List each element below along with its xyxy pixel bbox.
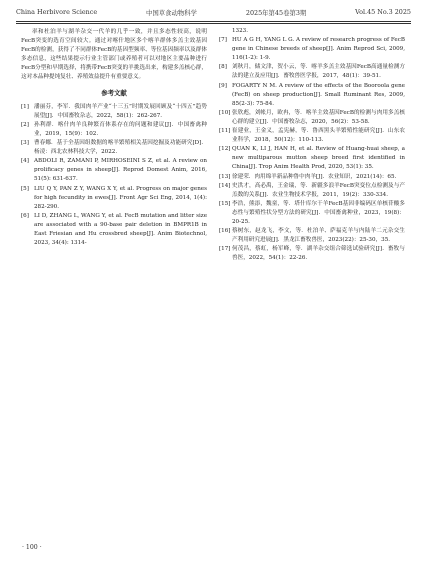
body-paragraph: 率和杜泊羊与湖羊杂交一代羊的几乎一致，并且多态性较高，说明FecB突变的选育空间较大。通过对喀什地区多个喀羊群体多羔主效基因FecB的检测，获得了不同群体FecB的基因型频率、等位基因频率以及群体多态信息，这些结果提示行业主管部门或养殖者可以对地区主要品种进行FecB分型和早期选择，将携带FecB突变的羊挑选出来，构建多羔核心群，这对本品种提纯复壮、养殖效益提升有重要意义。 bbox=[21, 29, 207, 81]
reference-number: [7] bbox=[219, 37, 227, 44]
reference-number: [13] bbox=[219, 173, 231, 180]
reference-text: ABDOLI R, ZAMANI P, MIRHOSEINI S Z, et al. A review on prolificacy genes in sheep[J]. Reprod Domest Anim, 2016, 51(5): 631-637. bbox=[34, 158, 207, 183]
page-number: · 100 · bbox=[22, 544, 42, 551]
reference-number: [3] bbox=[21, 140, 29, 147]
issue-cn: 2025年第45卷第3期 bbox=[245, 8, 307, 17]
reference-number: [6] bbox=[21, 212, 29, 219]
reference-number: [8] bbox=[219, 64, 227, 71]
reference-item bbox=[21, 157, 207, 184]
reference-number: [16] bbox=[219, 228, 231, 235]
reference-item bbox=[21, 139, 207, 157]
reference-number: [9] bbox=[219, 82, 227, 89]
reference-number: [1] bbox=[21, 103, 29, 110]
reference-item bbox=[219, 145, 405, 172]
reference-text: 蔡树东，赵龙飞，李文，等．杜泊羊、萨福克羊与内陆羊二元杂交生产利用研究进展[J]．黑龙江畜牧兽医，2023(22)：25-30，35. bbox=[232, 228, 405, 244]
left-column bbox=[21, 28, 207, 248]
reference-text: 张欣彪，刘帐月，欧冉，等．喀羊主效基因FecB的检测与肉用多羔核心群的建立[J]．中国畜牧杂志，2020，56(2)：53-58. bbox=[232, 109, 405, 125]
reference-continuation: 1323. bbox=[232, 28, 249, 34]
reference-item bbox=[21, 185, 207, 212]
reference-text: 崔建业，王金义，孟宪赫，等．鲁西黑头羊繁殖性能研究[J]．山东农业科学，2018，50(12)：110-113. bbox=[232, 128, 405, 144]
reference-text: 李浩，熊添，魏童，等．塔什库尔干羊FecB基因非编码区单核苷酸多态性与繁殖性状分型方法的研究[J]．中国畜禽种业，2023，19(8)：20-25. bbox=[232, 200, 405, 225]
reference-item bbox=[219, 200, 405, 227]
reference-text: LIU Q Y, PAN Z Y, WANG X Y, et al. Progress on major genes for high fecundity in ewes[J]. Front Agr Sci Eng, 2014, 1(4): 282-290. bbox=[34, 185, 207, 210]
reference-item bbox=[219, 173, 405, 182]
reference-item bbox=[219, 36, 405, 63]
reference-number: [5] bbox=[21, 185, 29, 192]
reference-text: QUAN K, LI J, HAN H, et al. Review of Huang-huai sheep, a new multiparous mutton sheep breed first identified in China[J]. Trop Anim Health Prod, 2020, 53(1): 35. bbox=[232, 146, 405, 171]
reference-list-right bbox=[219, 36, 405, 263]
reference-number: [10] bbox=[219, 109, 231, 116]
reference-item bbox=[219, 127, 405, 145]
reference-text: HU A G H, YANG L G. A review of research progress of FecB gene in Chinese breeds of sheep[J]. Anim Reprod Sci, 2009, 116(1-2): 1-9. bbox=[232, 37, 405, 62]
reference-number: [2] bbox=[21, 121, 29, 128]
reference-list-left bbox=[21, 103, 207, 249]
reference-number: [15] bbox=[219, 200, 231, 207]
reference-item bbox=[219, 109, 405, 127]
volume-en: Vol.45 No.3 2025 bbox=[355, 8, 411, 16]
reference-text: 刘秋月，储文津，贺小云，等．喀羊多羔主效基因FecB高通量检测方法的建立及应用[J]．畜牧兽医学报，2017，48(1)：39-51. bbox=[232, 64, 405, 80]
reference-text: 曹春娜．基于全基因组数据的喀羊繁殖相关基因挖掘及功能研究[D]．杨凌：西北农林科技大学，2022. bbox=[34, 140, 207, 156]
header-rule-secondary bbox=[16, 23, 411, 24]
reference-number: [17] bbox=[219, 246, 231, 253]
right-column bbox=[219, 27, 405, 263]
reference-item bbox=[219, 245, 405, 263]
running-header bbox=[16, 4, 411, 20]
reference-item bbox=[21, 121, 207, 139]
reference-item bbox=[219, 63, 405, 81]
references-heading: 参考文献 bbox=[101, 88, 127, 97]
reference-text: FOGARTY N M. A review of the effects of the Booroola gene (FecB) on sheep production[J]. Small Ruminant Res, 2009, 85(2-3): 75-84. bbox=[232, 82, 405, 107]
reference-text: LI D, ZHANG L, WANG Y, et al. FecB mutation and litter size are associated with a 90-base pair deletion in BMPR1B in East Friesian and Hu crossbred sheep[J]. Anim Biotechnol, 2023, 34(4): 1314- bbox=[34, 212, 207, 247]
reference-text: 潘丽芬，李军．我国肉羊产业“十三五”时期发展回顾及“十四五”趋势展望[J]．中国畜牧杂志，2022，58(1)：262-267. bbox=[34, 103, 207, 119]
journal-name-en: China Herbivore Science bbox=[16, 8, 98, 16]
reference-item bbox=[21, 103, 207, 121]
journal-name-cn: 中国草食动物科学 bbox=[145, 8, 198, 17]
reference-item bbox=[219, 182, 405, 200]
reference-item bbox=[219, 82, 405, 109]
reference-number: [12] bbox=[219, 146, 231, 153]
reference-text: 何茂昌，蔡虹，杨军峰，等．湖羊杂交组合筛选试验研究[J]．畜牧与兽医，2022，54(1)：22-26. bbox=[232, 246, 405, 262]
reference-text: 史洪才，高必禹，王金瑞，等．新疆多浪羊FecB突变位点检测及与产羔数的关系[J]．农业生物技术学报，2011，19(2)：330-334. bbox=[232, 182, 405, 198]
reference-number: [4] bbox=[21, 158, 29, 165]
reference-text: 徐建荣．肉用绵羊新品种鲁中肉羊[J]．农业知识，2021(14)：65. bbox=[232, 173, 397, 180]
reference-item bbox=[219, 227, 405, 245]
reference-text: 孙利群．喀什肉羊良种繁育体系存在的问题和建议[J]．中国畜禽种业，2019，15(9)：102. bbox=[34, 121, 207, 137]
reference-number: [14] bbox=[219, 182, 231, 189]
reference-item bbox=[21, 212, 207, 248]
reference-number: [11] bbox=[219, 128, 231, 135]
